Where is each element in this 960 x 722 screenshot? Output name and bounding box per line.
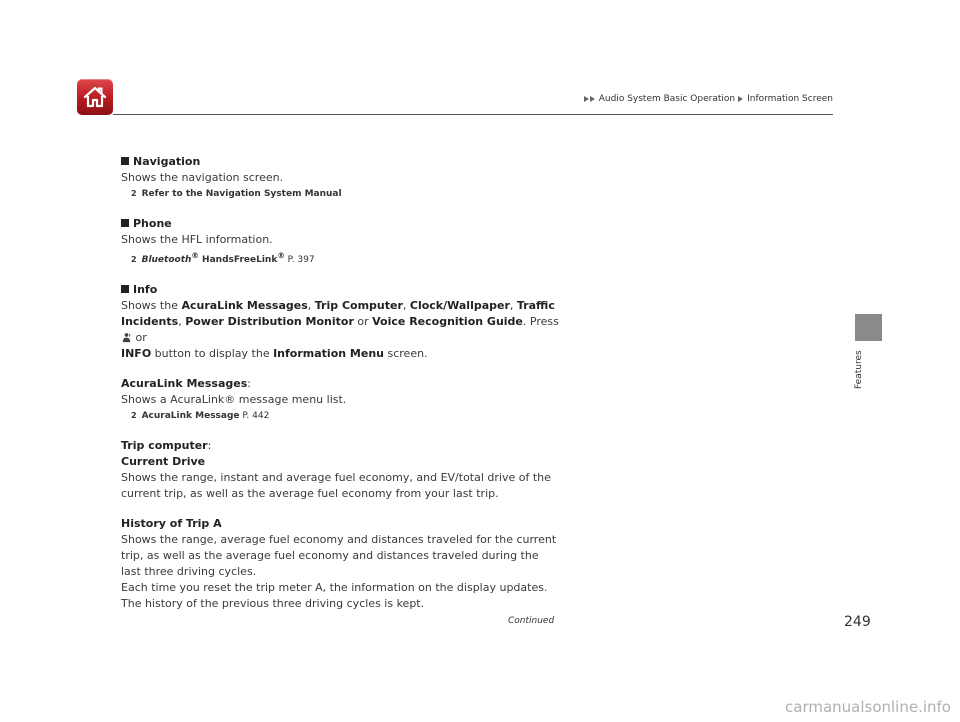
phone-heading: Phone (121, 216, 561, 232)
page-number: 249 (844, 614, 871, 630)
breadcrumb-item[interactable]: Audio System Basic Operation (598, 94, 736, 104)
breadcrumb-arrow-icon (590, 96, 595, 102)
home-icon (82, 84, 108, 110)
navigation-heading: Navigation (121, 154, 561, 170)
reference-arrow-icon: 2 (131, 189, 137, 198)
bullet-square-icon (121, 219, 129, 227)
breadcrumb-arrow-icon (584, 96, 589, 102)
home-button[interactable] (77, 79, 113, 115)
phone-body: Shows the HFL information. (121, 233, 273, 246)
history-reset-note: Each time you reset the trip meter A, the information on the display updates. The history of the previous three driving cycles is kept. (121, 581, 548, 610)
current-drive-subheading: Current Drive (121, 455, 206, 468)
section-tab-marker[interactable] (855, 314, 882, 341)
reference-arrow-icon: 2 (131, 411, 137, 420)
acuralink-body: Shows a AcuraLink® message menu list. (121, 393, 347, 406)
watermark: carmanualsonline.info (785, 698, 951, 716)
acuralink-reference-link[interactable]: 2 AcuraLink Message P. 442 (121, 408, 561, 424)
current-drive-body: Shows the range, instant and average fuel economy, and EV/total drive of the current trip, as well as the average fuel economy from your last trip. (121, 471, 551, 500)
info-body: Shows the AcuraLink Messages, Trip Computer, Clock/Wallpaper, Traffic Incidents, Power Distribution Monitor or Voice Recognition Guide. Press or INFO button to display the Information Menu screen. (121, 299, 559, 360)
section-tab-label: Features (854, 350, 864, 389)
navigation-body: Shows the navigation screen. (121, 171, 284, 184)
breadcrumb-arrow-icon (738, 96, 743, 102)
bullet-square-icon (121, 285, 129, 293)
info-heading: Info (121, 282, 561, 298)
bullet-square-icon (121, 157, 129, 165)
history-trip-a-subheading: History of Trip A (121, 517, 222, 530)
history-trip-a-body: Shows the range, average fuel economy and distances traveled for the current trip, as well as the average fuel economy and distances traveled during the last three driving cycles. (121, 533, 557, 578)
continued-label: Continued (508, 616, 555, 626)
breadcrumb-item[interactable]: Information Screen (747, 94, 833, 104)
page-content (121, 154, 561, 612)
navigation-reference-link[interactable]: 2 Refer to the Navigation System Manual (121, 186, 561, 202)
reference-arrow-icon: 2 (131, 255, 137, 264)
acuralink-label: AcuraLink Messages: (121, 377, 251, 390)
talk-button-icon (121, 332, 132, 343)
phone-reference-link[interactable]: 2 Bluetooth® HandsFreeLink® P. 397 (131, 251, 315, 265)
trip-computer-label: Trip computer: (121, 439, 212, 452)
breadcrumb (584, 94, 833, 104)
header-divider (113, 114, 833, 115)
